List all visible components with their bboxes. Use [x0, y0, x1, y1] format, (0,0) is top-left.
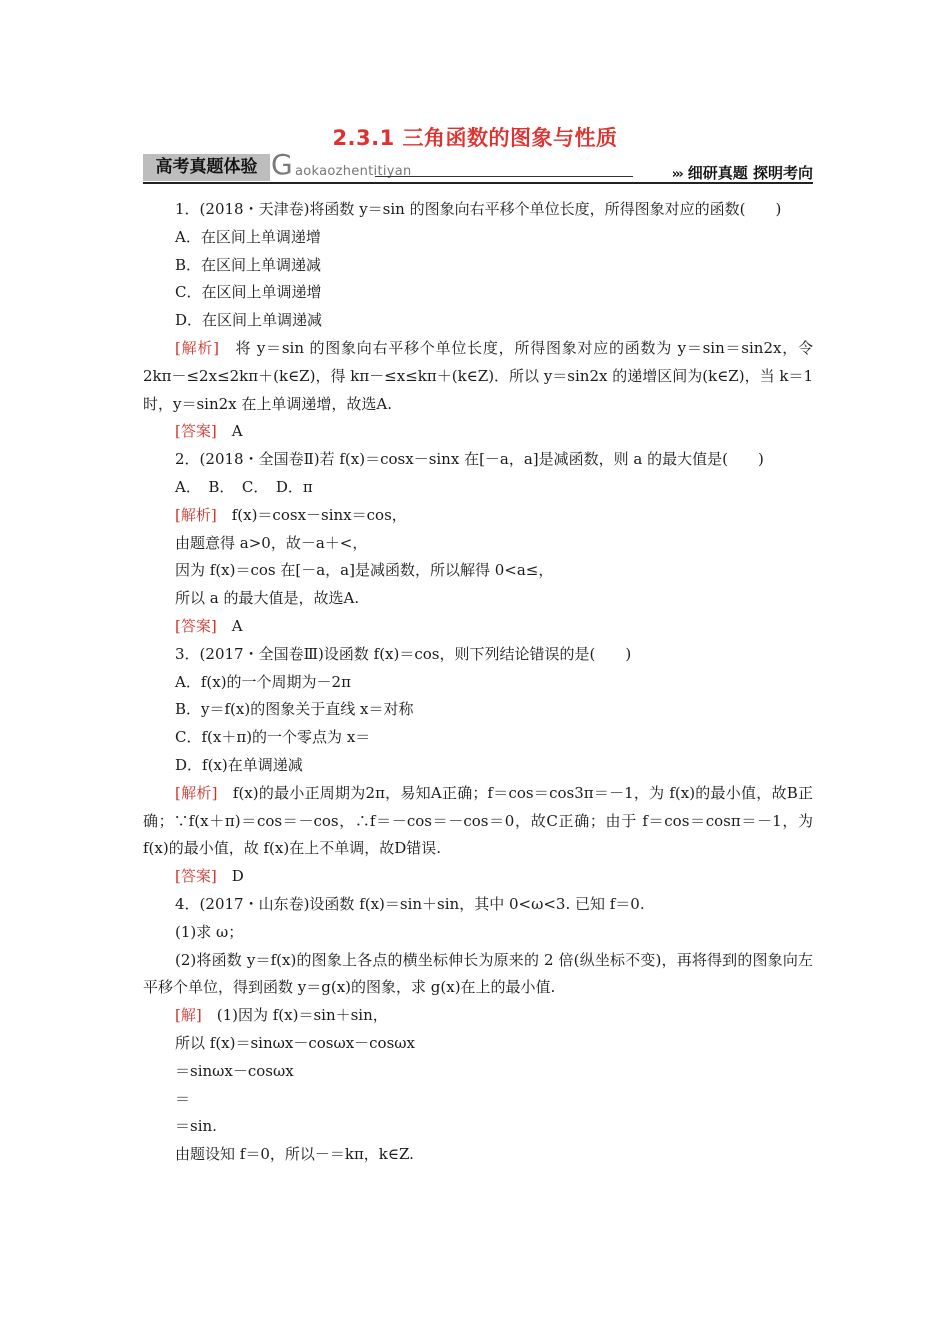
text-line [143, 474, 813, 502]
line-text: f(x)＝cosx－sinx＝cos， [216, 505, 407, 524]
text-line [143, 279, 813, 307]
line-text: C．在区间上单调递增 [175, 283, 322, 302]
section-label: [答案] [175, 616, 217, 635]
text-line [143, 947, 813, 1003]
line-text: (2)将函数 y＝f(x)的图象上各点的横坐标伸长为原来的 2 倍(纵坐标不变)，再将得到的图象向左平移个单位，得到函数 y＝g(x)的图象，求 g(x)在上的最小值. [143, 950, 813, 997]
line-text: 所以 f(x)＝sinωx－cosωx－cosωx [175, 1033, 415, 1052]
text-line [143, 196, 813, 224]
section-label: [答案] [175, 422, 217, 441]
line-text: 将 y＝sin 的图象向右平移个单位长度，所得图象对应的函数为 y＝sin＝sin2x，令 2kπ－≤2x≤2kπ＋(k∈Z)，得 kπ－≤x≤kπ＋(k∈Z)．所以 y＝sin2x 的递增区间为(k∈Z)，当 k＝1 时，y＝sin2x 在上单调递增，故选A. [143, 338, 813, 413]
section-label: [答案] [175, 867, 217, 886]
text-line [143, 1141, 813, 1169]
line-text: 因为 f(x)＝cos 在[－a，a]是减函数，所以解得 0<a≤， [175, 561, 554, 580]
line-text: ＝ [175, 1089, 191, 1108]
section-label: [解析] [175, 783, 218, 802]
line-text: f(x)的最小正周期为2π，易知A正确；f＝cos＝cos3π＝－1，为 f(x)的最小值，故B正确；∵f(x＋π)＝cos＝－cos，∴f＝－cos＝－cos＝0，故C正确；由于 f＝cos＝cosπ＝－1，为 f(x)的最小值，故 f(x)在上不单调，故D错误. [143, 783, 813, 858]
answer-line [143, 863, 813, 891]
document-body [143, 196, 813, 1169]
answer-line [143, 418, 813, 446]
banner-slogan-text: 细研真题 探明考向 [687, 164, 813, 182]
section-label: [解析] [175, 338, 219, 357]
line-text: A [216, 616, 243, 635]
section-label: [解] [175, 1006, 202, 1025]
line-text: D．f(x)在单调递减 [175, 755, 303, 774]
answer-line [143, 613, 813, 641]
text-line [143, 641, 813, 669]
line-text: ＝sinωx－cosωx [175, 1061, 294, 1080]
section-banner [143, 148, 813, 184]
banner-tag: 高考真题体验 [143, 154, 270, 181]
line-text: (1)求 ω； [175, 922, 244, 941]
line-text: 由题意得 a>0，故－a＋<， [175, 533, 368, 552]
line-text: 3．(2017・全国卷Ⅲ)设函数 f(x)＝cos，则下列结论错误的是( ) [175, 644, 632, 663]
line-text: 1．(2018・天津卷)将函数 y＝sin 的图象向右平移个单位长度，所得图象对应的函数( ) [175, 200, 782, 218]
line-text: B．y＝f(x)的图象关于直线 x＝对称 [175, 700, 414, 719]
line-text: ＝sin. [175, 1117, 217, 1136]
line-text: 2．(2018・全国卷Ⅱ)若 f(x)＝cosx－sinx 在[－a，a]是减函数，则 a 的最大值是( ) [175, 450, 764, 469]
line-text: A [216, 422, 243, 441]
text-line [143, 1113, 813, 1141]
text-line [143, 1058, 813, 1086]
text-line [143, 696, 813, 724]
text-line [143, 919, 813, 947]
line-text: 由题设知 f＝0，所以－＝kπ，k∈Z. [175, 1145, 414, 1164]
text-line [143, 752, 813, 780]
banner-divider [375, 176, 633, 177]
line-text: D．在区间上单调递减 [175, 311, 323, 330]
text-line [143, 724, 813, 752]
text-line [143, 891, 813, 919]
answer-line [143, 1002, 813, 1030]
line-text: 4．(2017・山东卷)设函数 f(x)＝sin＋sin，其中 0<ω<3. 已知 f＝0. [175, 894, 645, 913]
answer-line [143, 502, 813, 530]
text-line [143, 307, 813, 335]
line-text: A．在区间上单调递增 [175, 227, 321, 246]
line-text: B．在区间上单调递减 [175, 255, 322, 274]
text-line [143, 669, 813, 697]
line-text: D [216, 867, 244, 886]
banner-slogan [672, 162, 813, 183]
text-line [143, 224, 813, 252]
line-text: A．f(x)的一个周期为－2π [175, 672, 351, 691]
text-line [143, 1030, 813, 1058]
text-line [143, 585, 813, 613]
arrows-icon: ››› [671, 167, 682, 182]
answer-line [143, 780, 813, 863]
line-text: A． B． C． D．π [175, 477, 313, 496]
text-line [143, 557, 813, 585]
text-line [143, 446, 813, 474]
text-line [143, 1086, 813, 1114]
section-label: [解析] [175, 505, 217, 524]
banner-g-letter: G [271, 148, 293, 181]
text-line [143, 530, 813, 558]
answer-line [143, 335, 813, 418]
line-text: (1)因为 f(x)＝sin＋sin， [201, 1006, 388, 1025]
line-text: 所以 a 的最大值是，故选A. [175, 589, 360, 608]
page-title: 2.3.1 三角函数的图象与性质 [332, 126, 618, 150]
banner-pinyin: aokaozhentitiyan [295, 164, 412, 179]
line-text: C．f(x＋π)的一个零点为 x＝ [175, 728, 371, 747]
text-line [143, 252, 813, 280]
banner-underline [143, 182, 813, 184]
